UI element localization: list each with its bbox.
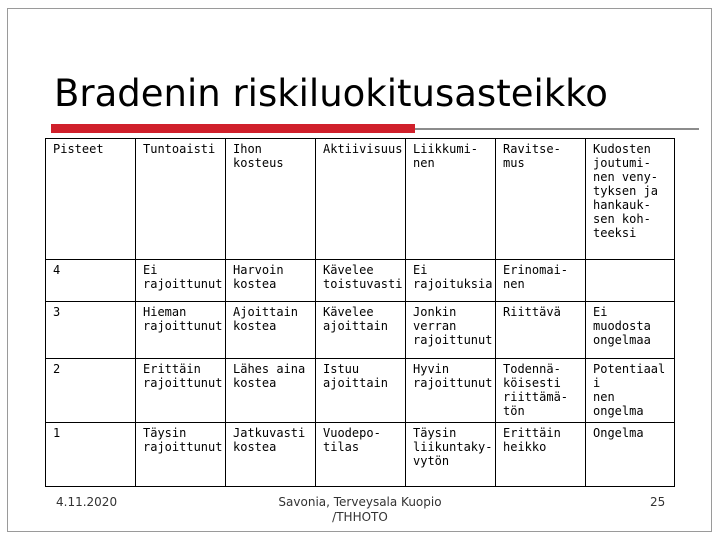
table-cell: 3 — [46, 302, 136, 359]
table-cell: Erittäin heikko — [496, 423, 586, 487]
table-cell: Hieman rajoittunut — [136, 302, 226, 359]
table-cell: Ajoittain kostea — [226, 302, 316, 359]
table-cell: 2 — [46, 359, 136, 423]
table-cell: Ei muodosta ongelmaa — [586, 302, 675, 359]
table-cell — [586, 260, 675, 302]
table-cell: Erinomai- nen — [496, 260, 586, 302]
table-cell: Ei rajoittunut — [136, 260, 226, 302]
table-cell: Potentiaali nen ongelma — [586, 359, 675, 423]
table-cell: Kävelee toistuvasti — [316, 260, 406, 302]
table-cell: Jatkuvasti kostea — [226, 423, 316, 487]
header-cell-nutrition: Ravitse- mus — [496, 139, 586, 260]
table-row — [46, 423, 675, 487]
footer-page-number: 25 — [650, 495, 666, 509]
table-cell: Riittävä — [496, 302, 586, 359]
header-cell-moisture: Ihon kosteus — [226, 139, 316, 260]
table-cell: Erittäin rajoittunut — [136, 359, 226, 423]
footer-date: 4.11.2020 — [56, 495, 118, 509]
table-cell: Harvoin kostea — [226, 260, 316, 302]
table-cell: Täysin liikuntaky- vytön — [406, 423, 496, 487]
table-cell: Lähes aina kostea — [226, 359, 316, 423]
table-cell: Todennä- köisesti riittämä- tön — [496, 359, 586, 423]
table-row — [46, 302, 675, 359]
table-cell: Hyvin rajoittunut — [406, 359, 496, 423]
header-cell-activity: Aktiivisuus — [316, 139, 406, 260]
table-header-row — [46, 139, 675, 260]
header-cell-friction-shear: Kudosten joutumi- nen veny- tyksen ja hankauk- sen koh- teeksi — [586, 139, 675, 260]
table-row — [46, 359, 675, 423]
table-cell: Kävelee ajoittain — [316, 302, 406, 359]
header-cell-sensory-perception: Tuntoaisti — [136, 139, 226, 260]
table-cell: Ei rajoituksia — [406, 260, 496, 302]
table-cell: 1 — [46, 423, 136, 487]
table-cell: Täysin rajoittunut — [136, 423, 226, 487]
title-accent-bar — [51, 124, 415, 133]
slide-title: Bradenin riskiluokitusasteikko — [54, 72, 608, 115]
header-cell-points: Pisteet — [46, 139, 136, 260]
table-cell: 4 — [46, 260, 136, 302]
footer-organization: Savonia, Terveysala Kuopio /THHOTO — [278, 495, 442, 524]
header-cell-mobility: Liikkumi- nen — [406, 139, 496, 260]
table-row — [46, 260, 675, 302]
braden-scale-table — [45, 138, 675, 487]
table-cell: Istuu ajoittain — [316, 359, 406, 423]
table-cell: Jonkin verran rajoittunut — [406, 302, 496, 359]
table-cell: Vuodepo- tilas — [316, 423, 406, 487]
table-cell: Ongelma — [586, 423, 675, 487]
